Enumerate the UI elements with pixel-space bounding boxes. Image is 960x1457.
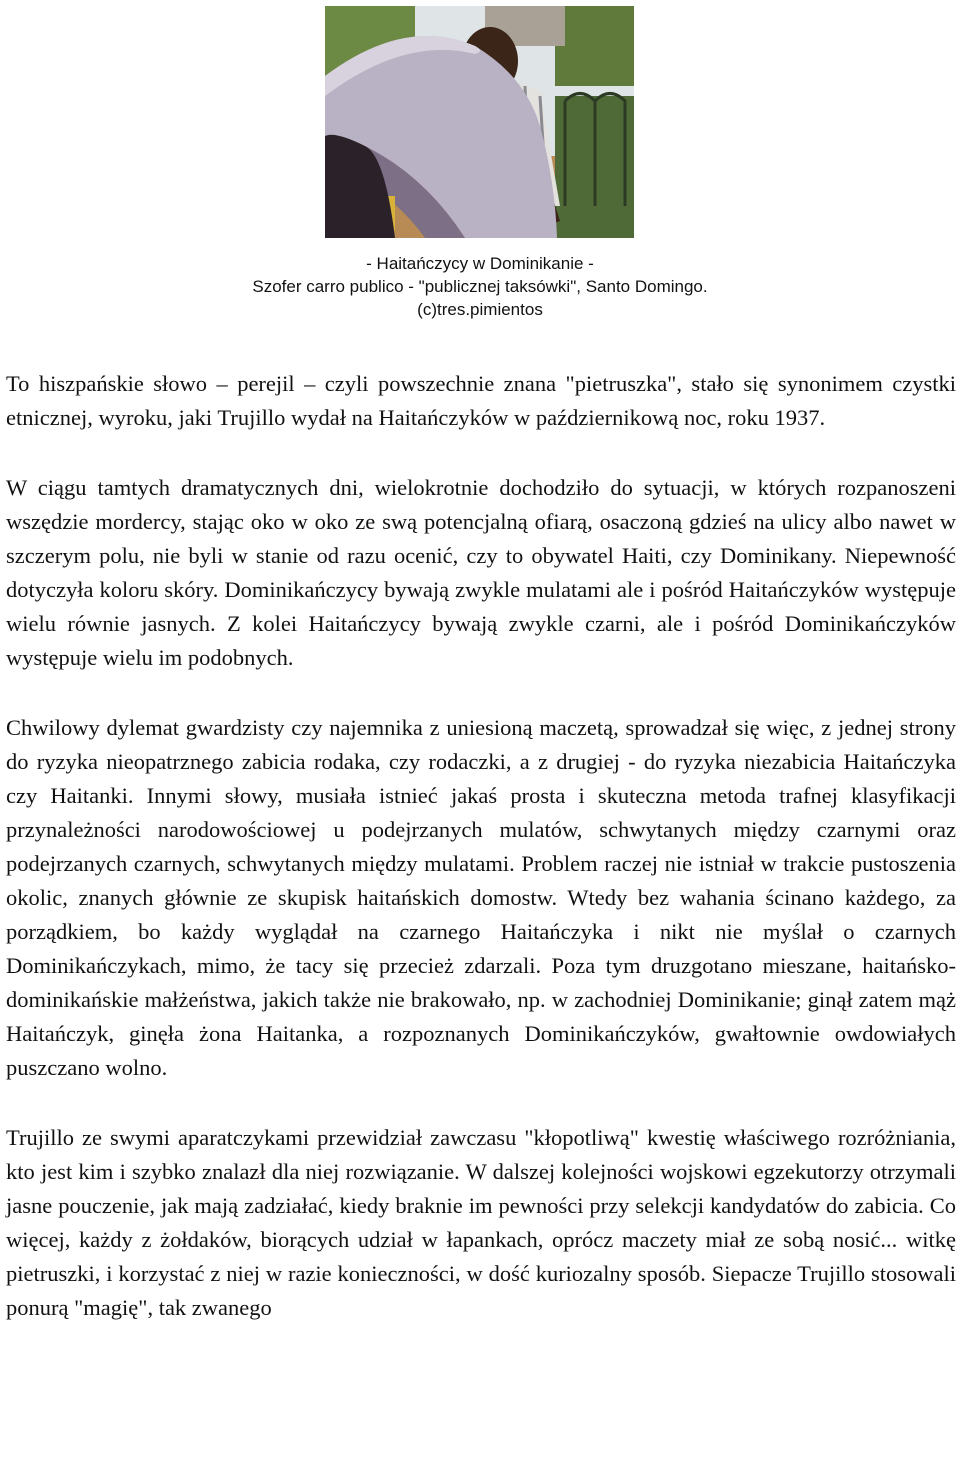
article-paragraph-4: Trujillo ze swymi aparatczykami przewidział zawczasu "kłopotliwą" kwestię właściwego rozróżniania, kto jest kim i szybko znalazł dla niej rozwiązanie. W dalszej kolejności wojskowi egzekutorzy otrzymali jasne pouczenie, jak mają zadziałać, kiedy braknie im pewności przy selekcji kandydatów do zabicia. Co więcej, każdy z żołdaków, biorących udział w łapankach, oprócz maczety miał ze sobą nosić... witkę pietruszki, i korzystać z niej w razie konieczności, w dość kuriozalny sposób. Siepacze Trujillo stosowali ponurą "magię", tak zwanego xyxy=(6,1125,956,1320)
caption-line-1: - Haitańczycy w Dominikanie - xyxy=(366,254,594,273)
caption-line-3: (c)tres.pimientos xyxy=(417,300,543,319)
article-paragraph-2: W ciągu tamtych dramatycznych dni, wielokrotnie dochodziło do sytuacji, w których rozpanoszeni wszędzie mordercy, stając oko w oko ze swą potencjalną ofiarą, osaczoną gdzieś na ulicy albo nawet w szczerym polu, nie byli w stanie od razu ocenić, czy to obywatel Haiti, czy Dominikany. Niepewność dotyczyła koloru skóry. Dominikańczycy bywają zwykle mulatami ale i pośród Haitańczyków występuje wielu równie jasnych. Z kolei Haitańczycy bywają zwykle czarni, ale i pośród Dominikańczyków występuje wielu im podobnych. xyxy=(6,475,956,670)
photo-illustration xyxy=(325,6,634,238)
caption-line-2: Szofer carro publico - "publicznej taksówki", Santo Domingo. xyxy=(252,277,708,296)
article-paragraph-1: To hiszpańskie słowo – perejil – czyli powszechnie znana "pietruszka", stało się synonimem czystki etnicznej, wyroku, jaki Trujillo wydał na Haitańczyków w październikową noc, roku 1937. xyxy=(6,371,956,430)
photo-caption xyxy=(0,252,960,321)
taxi-driver-photo xyxy=(325,6,634,238)
article-body xyxy=(6,367,956,1325)
article-paragraph-3: Chwilowy dylemat gwardzisty czy najemnika z uniesioną maczetą, sprowadzał się więc, z jednej strony do ryzyka nieopatrznego zabicia rodaka, czy rodaczki, a z drugiej - do ryzyka niezabicia Haitańczyka czy Haitanki. Innymi słowy, musiała istnieć jakaś prosta i skuteczna metoda trafnej klasyfikacji przynależności narodowościowej u podejrzanych mulatów, schwytanych między czarnymi oraz podejrzanych czarnych, schwytanych między mulatami. Problem raczej nie istniał w trakcie pustoszenia okolic, znanych głównie ze skupisk haitańskich domostw. Wtedy bez wahania ścinano każdego, za porządkiem, bo każdy wyglądał na czarnego Haitańczyka i nikt nie myślał o czarnych Dominikańczykach, mimo, że tacy się przecież zdarzali. Poza tym druzgotano mieszane, haitańsko-dominikańskie małżeństwa, jakich także nie brakowało, np. w zachodniej Dominikanie; ginął zatem mąż Haitańczyk, ginęła żona Haitanka, a rozpoznanych Dominikańczyków, gwałtownie owdowiałych puszczano wolno. xyxy=(6,715,956,1080)
photo-trees-right xyxy=(555,6,634,86)
